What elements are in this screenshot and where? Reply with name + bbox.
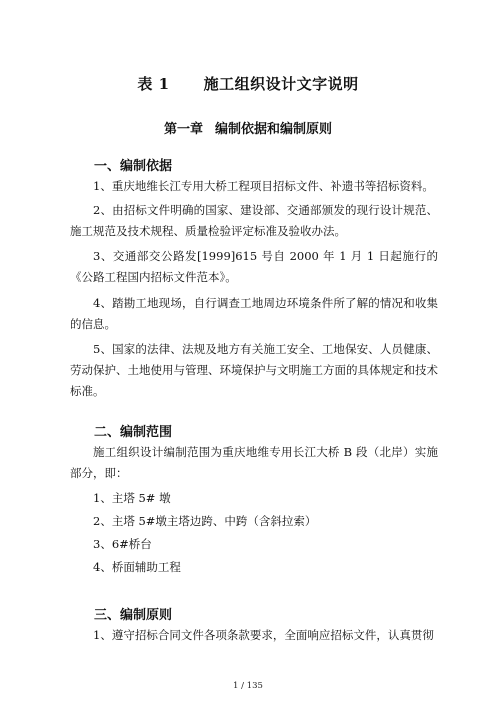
paragraph: 1、遵守招标合同文件各项条款要求，全面响应招标文件，认真贯彻 (93, 628, 434, 642)
paragraph: 1、重庆地维长江专用大桥工程项目招标文件、补遗书等招标资料。 (93, 179, 434, 193)
chapter-heading (0, 118, 496, 137)
paragraph: 3、交通部交公路发[1999]615 号自 2000 年 1 月 1 日起施行的《公路工程国内招标文件范本》。 (70, 249, 438, 284)
table-label: 表 1 (137, 75, 170, 93)
page-number: 1 / 135 (233, 681, 263, 691)
paragraph: 5、国家的法律、法规及地方有关施工安全、工地保安、人员健康、劳动保护、土地使用与管理、环境保护与文明施工方面的具体规定和技术标准。 (70, 342, 438, 398)
list-item: 4、桥面辅助工程 (93, 560, 181, 574)
title-text: 施工组织设计文字说明 (203, 75, 359, 93)
paragraph: 施工组织设计编制范围为重庆地维专用长江大桥 B 段（北岸）实施部分，即： (70, 445, 438, 480)
paragraph: 2、由招标文件明确的国家、建设部、交通部颁发的现行设计规范、施工规范及技术规程、质量检验评定标准及验收办法。 (70, 203, 438, 238)
chapter-title: 编制依据和编制原则 (215, 122, 333, 137)
section-heading-basis: 一、编制依据 (94, 159, 173, 174)
paragraph: 4、踏勘工地现场，自行调查工地周边环境条件所了解的情况和收集的信息。 (70, 296, 438, 331)
chapter-number: 第一章 (163, 122, 203, 137)
list-item: 1、主塔 5# 墩 (93, 491, 171, 505)
list-item: 2、主塔 5#墩主塔边跨、中跨（含斜拉索） (93, 514, 317, 528)
section-heading-principles: 三、编制原则 (94, 608, 173, 623)
list-item: 3、6#桥台 (93, 537, 152, 551)
document-title (0, 73, 496, 94)
section-heading-scope: 二、编制范围 (94, 425, 173, 440)
